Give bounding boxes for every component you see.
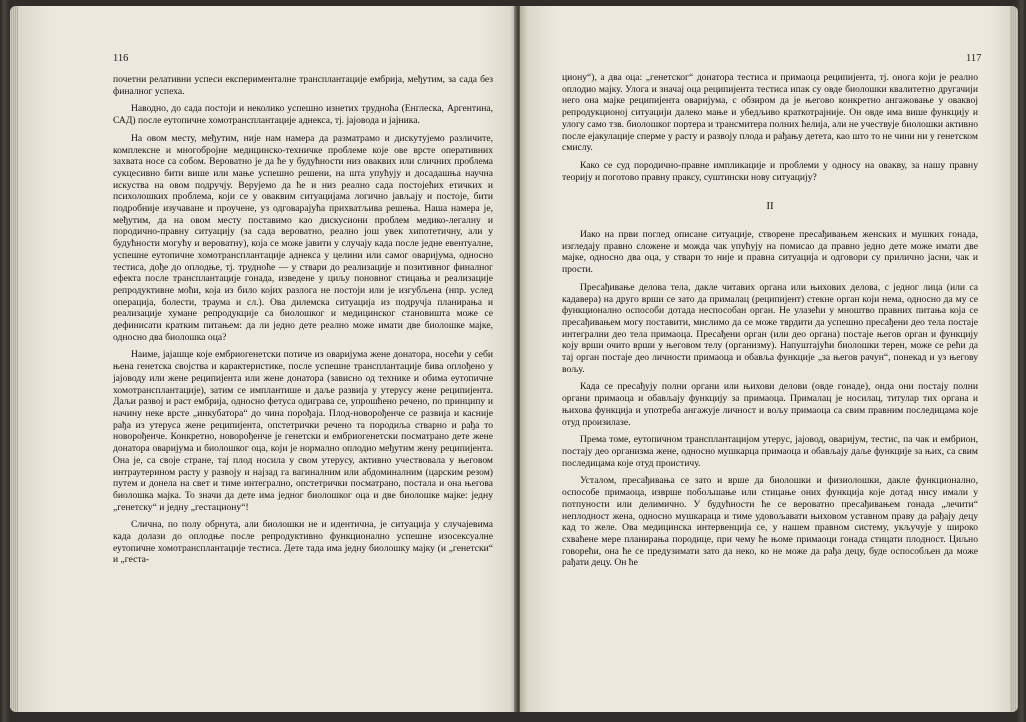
left-text-column bbox=[113, 74, 493, 572]
page-number-left: 116 bbox=[113, 53, 129, 64]
paragraph: Према томе, еутопичном трансплантацијом утерус, јајовод, оваријум, тестис, па чак и ембрион, постају део организма жене, односно мушкарца примаоца и обављају даље функције за њих, са свим последицама које отуд проистичу. bbox=[562, 434, 978, 469]
left-page bbox=[10, 6, 516, 712]
page-number-right: 117 bbox=[966, 53, 982, 64]
paragraph: Усталом, пресађивања се зато и врше да биолошки и физиолошки, дакле функционално, оспособе примаоца, изврше побољшање или стицање оних функција које дотад нису имали у потпуности или делимично. У будућности ће се вероватно пресађивањем гонада „лечити“ неплодност жена, односно мушкараца и тиме удовољавати њиховом уставном праву да рађају децу кад то желе. Ова медицинска интервенција се, у нашем правном систему, укључује у широко схваћене мере планирања породице, при чему ће њоме примаоци гонада стицати плодност. Циљно говорећи, она ће се предузимати зато да неко, ко не може да рађа децу, буде оспособљен да може рађати децу. Он ће bbox=[562, 475, 978, 569]
paragraph: Како се суд породично-правне импликације и проблеми у односу на овакву, за нашу правну теорију и поготово правну праксу, суштински нову ситуацију? bbox=[562, 159, 978, 183]
right-text-column bbox=[562, 72, 978, 575]
paragraph: почетни релативни успеси експерименталне трансплантације ембрија, међутим, за сада без финалног успеха. bbox=[113, 74, 493, 97]
paragraph: Иако на први поглед описане ситуације, створене пресађивањем женских и мушких гонада, изгледају правно сложене и можда чак упућују на помисао да правно једно дете може имати две мајке, односно два оца, у ствари то није и правна ситуација и одговори су прилично јасни, чак и прости. bbox=[562, 229, 978, 276]
paragraph: Пресађивање делова тела, дакле читавих органа или њихових делова, с једног лица (или са кадавера) на друго врши се зато да прималац (реципијент) стекне орган који нема, односно да му се функционално оспособи дотада неспособан орган. Не улазећи у мноштво правних питања која се пресађивањем могу поставити, мислимо да се може тврдити да успешно пресађени део тела постаје интегрални део тела примаоца. Пресађени орган (или део органа) постаје његов орган и функцију коју врши очито врши у његовом телу (организму). Напуштајући биолошки терен, може се рећи да тај орган постаје део личности примаоца и обавља функције „за његов рачун“, понекад и уз његову вољу. bbox=[562, 281, 978, 375]
paragraph: На овом месту, међутим, није нам намера да разматрамо и дискутујемо различите, комплексне и многобројне медицинско-техничке проблеме које ове врсте оперативних захвата носе са собом. Вероватно је да ће у будућности низ оваквих или сличних проблема сукцесивно бити више или мање успешно решени, на шта упућују и досадашња научна искуства на овом подручју. Верујемо да ће и низ реално сада постојећих етичких и психолошких проблема, који се у оваквим ситуацијама логично јављају и постоје, бити подробније изучаване и проучене, уз одговарајућа прихватљива решења. Наша намера је, међутим, да на овом месту поставимо као дискусиони проблем медико-легалну и породично-правну ситуацију (за сада вероватно, реално још увек хипотетичну, али у будућности могућу и вероватну), која се може јавити у случају када после једне евентуалне, успешне еутопичне хомотрансплантације аднекса у целини или самог оваријума, односно тестиса, дође до оплодње, тј. трудноће — у ствари до реализације и позитивног финалног ефекта после трансплантације гонада, изведене у циљу поновног стицања и реализације репродуктивне моћи, која из било којих разлога не постоји или је изгубљена (нпр. услед операција, болести, траума и сл.). Ова дилемска ситуација из подручја планирања и реализације хумане репродукције са биолошког и медицинског становишта може се дефинисати кратким питањем: да ли једно дете реално може имати две биолошке мајке, односно два биолошка оца? bbox=[113, 132, 493, 343]
paragraph: Наиме, јајашце које ембриогенетски потиче из оваријума жене донатора, носећи у себи њена генетска својства и карактеристике, после успешне трансплантације бива оплођено у јајоводу или жене реципијента или жене донатора (зависно од технике и обима еутопичне хомотрансплантације), затим се имплантише и даље развија у утерусу жене реципијента. Даљи развој и раст ембрија, односно фетуса одиграва се, упрошћено речено, по принципу и начину неке врсте „инкубатора“ до чина порођаја. Плод-новорођенче се развија и касније рађа из утеруса жене реципијента, опстетрички речено та породиља стварно и рађа то новорођенче. Конкретно, новорођенче је генетски и ембриогенетски посматрано дете жене донатора оваријума и биолошког оца, који је нормално оплодио међутим жену реципијента. Она је, са своје стране, тај плод носила у свом утерусу, активно учествовала у његовом интраутерином расту у развоју и најзад га вагиналним или абдоминалним (царским резом) путем и донела на свет и тиме интегрално, опстетрички посматрано, постала и она његова биолошка мајка. То значи да дете има једног биолошког оца и две биолошке мајке: једну „генетску“ и једну „гестациону“! bbox=[113, 349, 493, 513]
page-edges bbox=[10, 6, 18, 712]
section-heading: II bbox=[766, 200, 774, 213]
paragraph: циону“), а два оца: „генетског“ донатора тестиса и примаоца реципијента, тј. онога који је реално оплодио мајку. Улога и значај оца реципијента тестиса ипак су овде биолошки квалитетно другачији него она мајке реципијента оваријума, с обзиром да је његово конкретно ангажовање у оваквој репродукционој ситуацији далеко мање и убедљиво краткотрајније. Он овде има више функцију и улогу само тзв. биолошког портера и трансмитера полних ћелија, али не учествује биолошки активно после ејакулације сперме у расту и развоју плода и рађању детета, као што то не чини ни у генетском смислу. bbox=[562, 72, 978, 154]
paragraph: Наводно, до сада постоји и неколико успешно изнетих трудноћа (Енглеска, Аргентина, САД) после еутопичне хомотрансплантације аднекса, тј. јајовода и јајника. bbox=[113, 103, 493, 127]
paragraph: Слична, по полу обрнута, али биолошки не и идентична, је ситуација у случајевима када долази до оплодње после репродуктивно функционално успешне изосексуалне еутопичне хомотрансплантације тестиса. Дете тада има једну биолошку мајку (и „генетски“ и „геста- bbox=[113, 519, 493, 566]
paragraph: Када се пресађују полни органи или њихови делови (овде гонаде), онда они постају полни органи примаоца и обављају функцију за примаоца. Прималац је носилац, титулар тих органа и њихова функција и употреба ангажује личност и вољу примаоца са свим правним последицама које отуд произилазе. bbox=[562, 381, 978, 428]
page-edges bbox=[1010, 6, 1018, 712]
right-page bbox=[520, 6, 1018, 712]
